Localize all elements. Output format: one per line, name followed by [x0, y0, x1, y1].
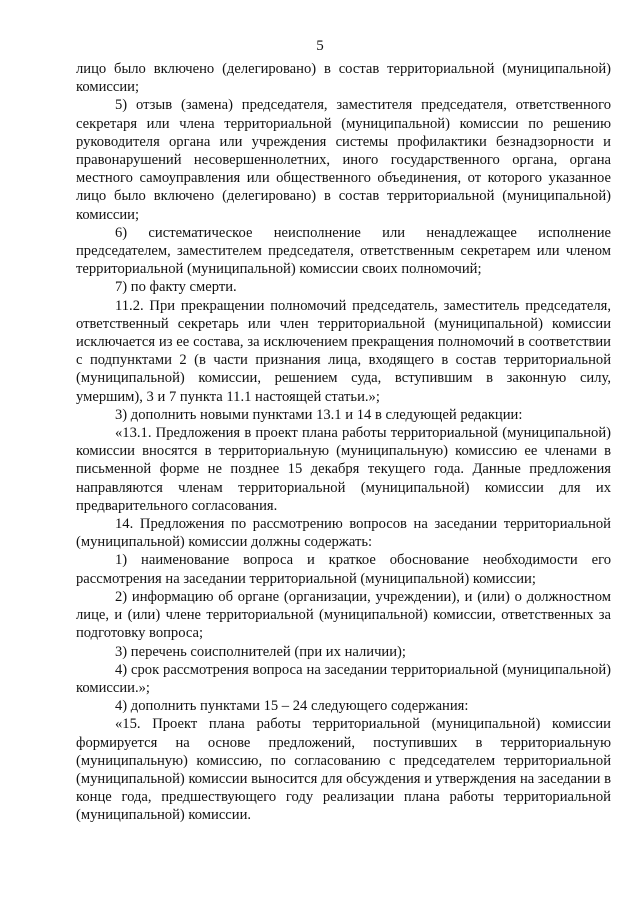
document-body	[76, 60, 611, 825]
paragraph: 5) отзыв (замена) председателя, заместителя председателя, ответственного секретаря или члена территориальной (муниципальной) комиссии по решению руководителя органа или учреждения системы профилактики безнадзорности и правонарушений несовершеннолетних, иного государственного органа, органа местного самоуправления или общественного объединения, от которого указанное лицо было включено (делегировано) в состав территориальной (муниципальной) комиссии;	[76, 97, 611, 223]
paragraph: 1) наименование вопроса и краткое обоснование необходимости его рассмотрения на заседании территориальной (муниципальной) комиссии;	[76, 552, 611, 587]
paragraph: 4) срок рассмотрения вопроса на заседании территориальной (муниципальной) комиссии.»;	[76, 661, 611, 696]
paragraph: 14. Предложения по рассмотрению вопросов на заседании территориальной (муниципальной) комиссии должны содержать:	[76, 516, 611, 551]
paragraph: 7) по факту смерти.	[115, 279, 237, 296]
paragraph: «15. Проект плана работы территориальной (муниципальной) комиссии формируется на основе предложений, поступивших в территориальную (муниципальную) комиссию, по согласованию с председателем территориальной (муниципальной) комиссии выносится для обсуждения и утверждения на заседании в конце года, предшествующего году реализации плана работы территориальной (муниципальной) комиссии.	[76, 716, 611, 824]
paragraph: 3) перечень соисполнителей (при их наличии);	[115, 643, 406, 660]
paragraph: 4) дополнить пунктами 15 – 24 следующего содержания:	[115, 698, 469, 715]
paragraph: 11.2. При прекращении полномочий председатель, заместитель председателя, ответственный секретарь или член территориальной (муниципальной) комиссии исключается из ее состава, за исключением прекращения полномочий в соответствии с подпунктами 2 (в части признания лица, входящего в состав территориальной (муниципальной) комиссии, решением суда, вступившим в законную силу, умершим), 3 и 7 пункта 11.1 настоящей статьи.»;	[76, 297, 611, 405]
paragraph: «13.1. Предложения в проект плана работы территориальной (муниципальной) комиссии вносятся в территориальную (муниципальную) комиссию ее членами в письменной форме не позднее 15 декабря текущего года. Данные предложения направляются членам территориальной (муниципальной) комиссии для их предварительного согласования.	[76, 425, 611, 514]
paragraph: лицо было включено (делегировано) в состав территориальной (муниципальной) комиссии;	[76, 61, 611, 96]
paragraph: 2) информацию об органе (организации, учреждении), и (или) о должностном лице, и (или) члене территориальной (муниципальной) комиссии, ответственных за подготовку вопроса;	[76, 588, 611, 642]
paragraph: 3) дополнить новыми пунктами 13.1 и 14 в следующей редакции:	[115, 406, 523, 423]
paragraph: 6) систематическое неисполнение или ненадлежащее исполнение председателем, заместителем председателя, ответственным секретарем или членом территориальной (муниципальной) комиссии своих полномочий;	[76, 224, 611, 278]
page-number: 5	[316, 38, 324, 54]
